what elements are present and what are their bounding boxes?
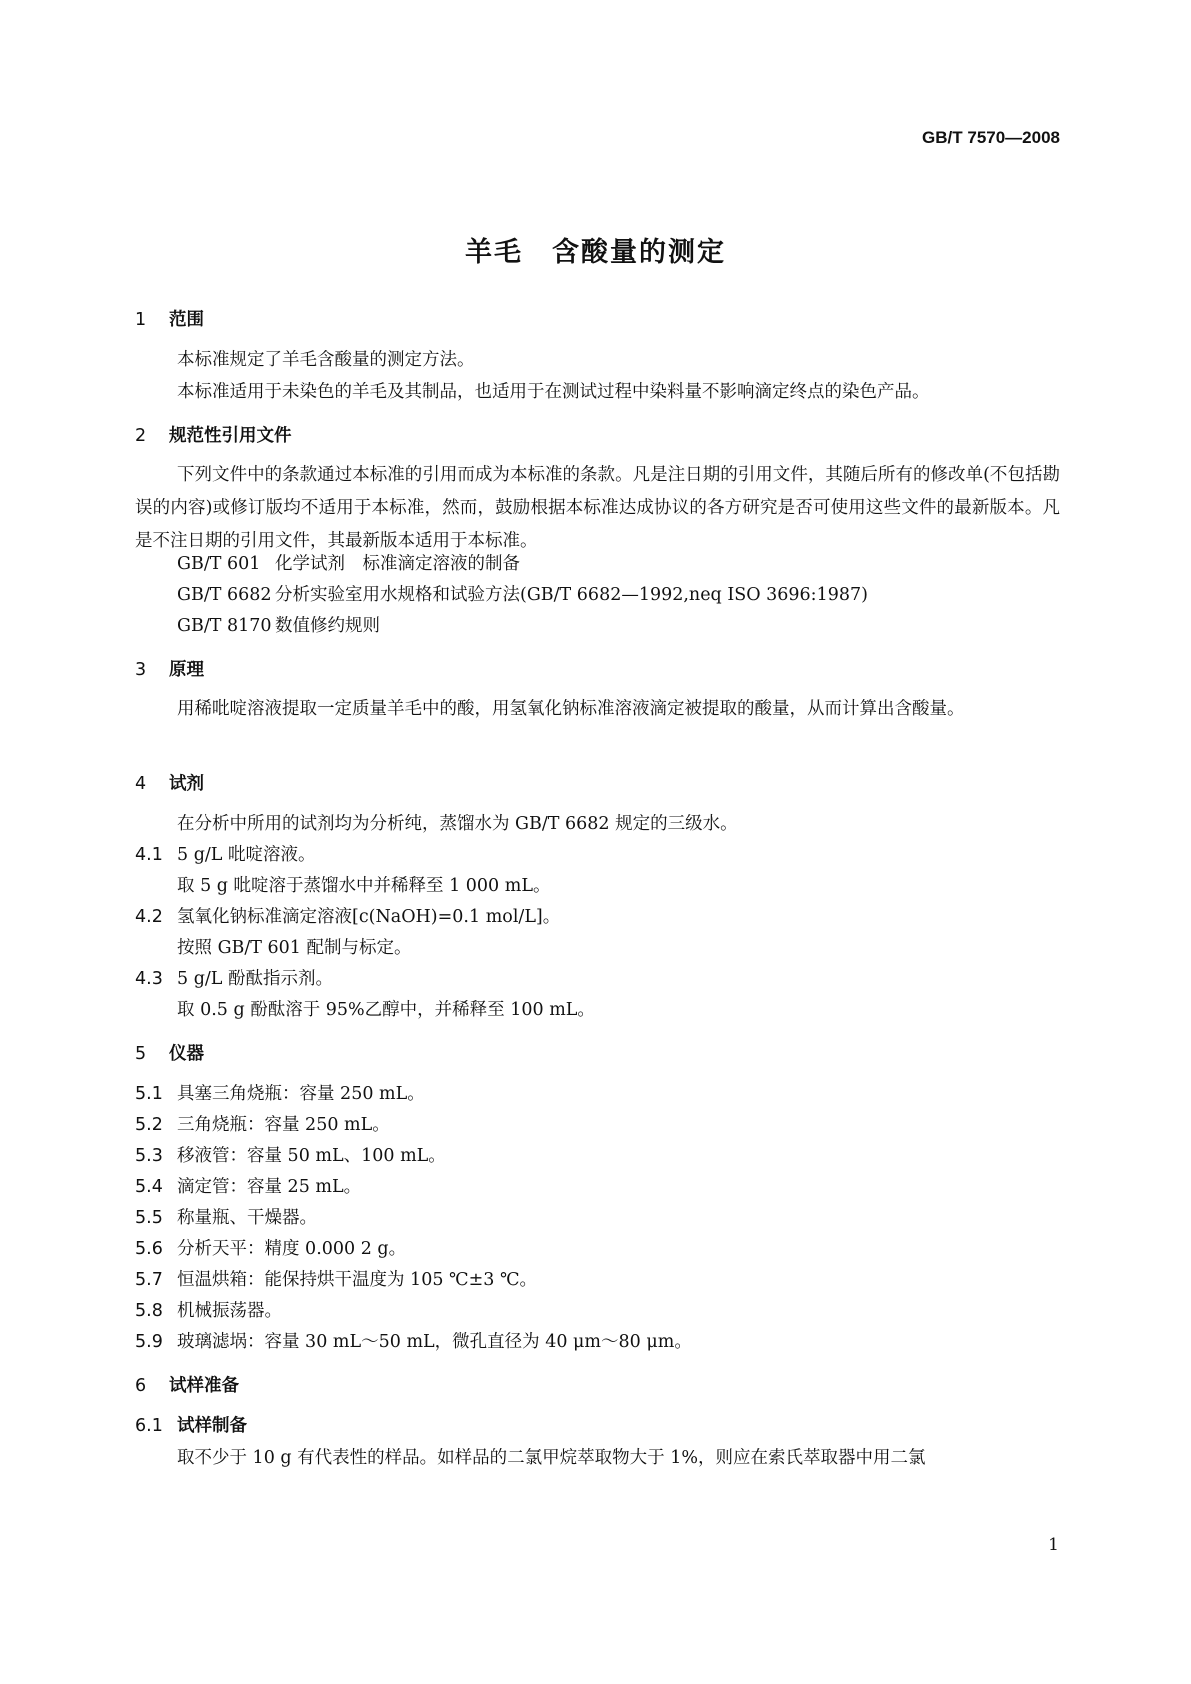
section-3-heading: 3 原理 bbox=[135, 660, 204, 680]
reagent-item-detail: 取 5 g 吡啶溶于蒸馏水中并稀释至 1 000 mL。 bbox=[177, 876, 551, 896]
section-4-heading: 4 试剂 bbox=[135, 774, 204, 794]
apparatus-item: 5.5 称量瓶、干燥器。 bbox=[135, 1208, 317, 1228]
apparatus-item: 5.1 具塞三角烧瓶：容量 250 mL。 bbox=[135, 1084, 425, 1104]
apparatus-item: 5.8 机械振荡器。 bbox=[135, 1301, 282, 1321]
section-1-paragraph-1: 本标准规定了羊毛含酸量的测定方法。 bbox=[177, 350, 475, 370]
apparatus-item: 5.3 移液管：容量 50 mL、100 mL。 bbox=[135, 1146, 446, 1166]
section-6-heading: 6 试样准备 bbox=[135, 1376, 239, 1396]
reagent-item: 4.2 氢氧化钠标准滴定溶液[c(NaOH)=0.1 mol/L]。 bbox=[135, 907, 561, 927]
reagent-item-detail: 取 0.5 g 酚酞溶于 95%乙醇中，并稀释至 100 mL。 bbox=[177, 1000, 595, 1020]
standard-number: GB/T 7570—2008 bbox=[922, 128, 1060, 147]
section-6-1-heading: 6.1 试样制备 bbox=[135, 1416, 247, 1436]
reagent-item: 4.1 5 g/L 吡啶溶液。 bbox=[135, 845, 316, 865]
section-1-paragraph-2: 本标准适用于未染色的羊毛及其制品，也适用于在测试过程中染料量不影响滴定终点的染色产品。 bbox=[177, 382, 930, 402]
reagent-item-detail: 按照 GB/T 601 配制与标定。 bbox=[177, 938, 412, 958]
document-title: 羊毛 含酸量的测定 bbox=[465, 237, 726, 268]
reference-item: GB/T 6682 分析实验室用水规格和试验方法(GB/T 6682—1992,neq ISO 3696:1987) bbox=[177, 585, 868, 605]
apparatus-item: 5.7 恒温烘箱：能保持烘干温度为 105 ℃±3 ℃。 bbox=[135, 1270, 538, 1290]
section-2-heading: 2 规范性引用文件 bbox=[135, 426, 292, 446]
reagent-item: 4.3 5 g/L 酚酞指示剂。 bbox=[135, 969, 333, 989]
apparatus-item: 5.4 滴定管：容量 25 mL。 bbox=[135, 1177, 362, 1197]
section-6-1-paragraph: 取不少于 10 g 有代表性的样品。如样品的二氯甲烷萃取物大于 1%，则应在索氏萃取器中用二氯 bbox=[177, 1448, 926, 1468]
apparatus-item: 5.9 玻璃滤埚：容量 30 mL～50 mL，微孔直径为 40 μm～80 μm。 bbox=[135, 1332, 692, 1352]
section-5-heading: 5 仪器 bbox=[135, 1044, 204, 1064]
section-3-paragraph-1: 用稀吡啶溶液提取一定质量羊毛中的酸，用氢氧化钠标准溶液滴定被提取的酸量，从而计算出含酸量。 bbox=[177, 699, 965, 719]
section-4-paragraph-1: 在分析中所用的试剂均为分析纯，蒸馏水为 GB/T 6682 规定的三级水。 bbox=[177, 814, 738, 834]
page-number: 1 bbox=[1048, 1535, 1059, 1555]
reference-item: GB/T 8170 数值修约规则 bbox=[177, 616, 380, 636]
reference-item: GB/T 601 化学试剂 标准滴定溶液的制备 bbox=[177, 554, 520, 574]
apparatus-item: 5.2 三角烧瓶：容量 250 mL。 bbox=[135, 1115, 390, 1135]
section-1-heading: 1 范围 bbox=[135, 310, 204, 330]
apparatus-item: 5.6 分析天平：精度 0.000 2 g。 bbox=[135, 1239, 407, 1259]
section-2-paragraph-1: 下列文件中的条款通过本标准的引用而成为本标准的条款。凡是注日期的引用文件，其随后所有的修改单(不包括勘误的内容)或修订版均不适用于本标准，然而，鼓励根据本标准达成协议的各方研究是否可使用这些文件的最新版本。凡是不注日期的引用文件，其最新版本适用于本标准。 bbox=[135, 465, 1060, 551]
